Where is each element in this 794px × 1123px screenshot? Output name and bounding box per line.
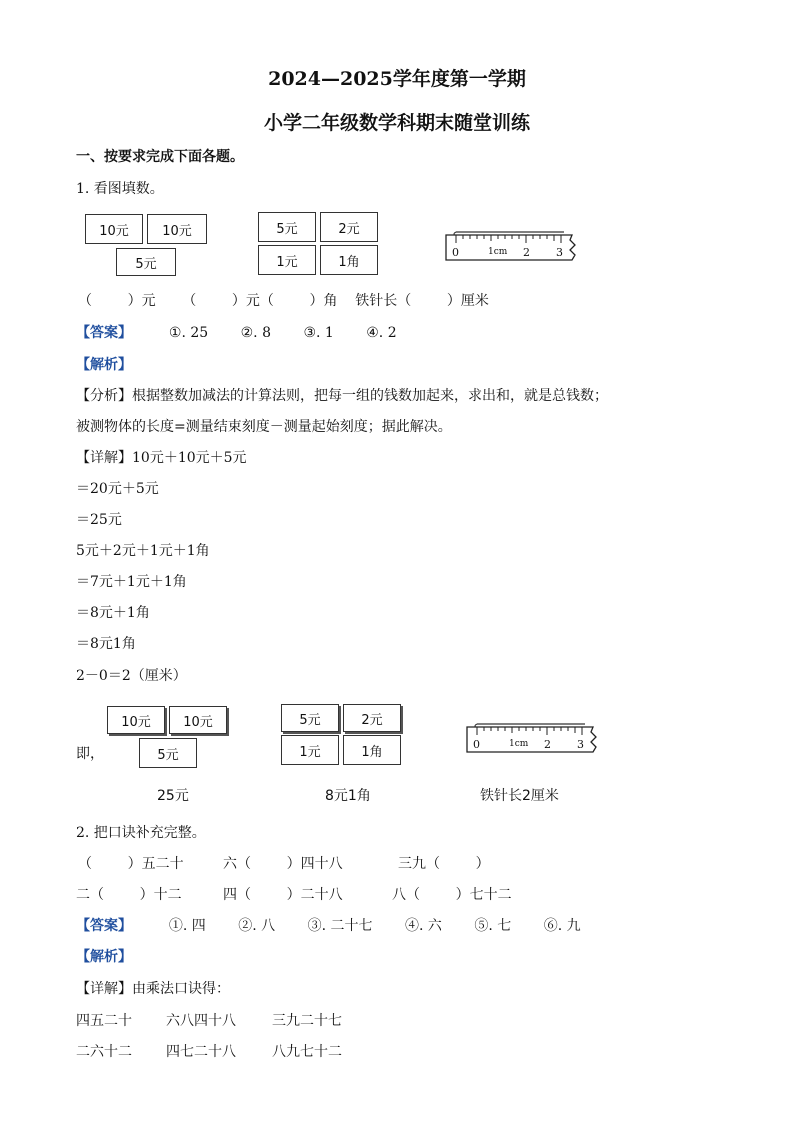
rhyme-blank: 八（ ）七十二 bbox=[392, 887, 512, 903]
answer-row bbox=[76, 324, 425, 342]
money-note-10yuan-a: 10元 bbox=[85, 214, 143, 244]
page-title: 2024—2025学年度第一学期 bbox=[268, 68, 526, 90]
section-heading: 一、按要求完成下面各题。 bbox=[76, 149, 244, 165]
ruler-tick-3: 3 bbox=[577, 738, 584, 751]
analysis-tag: 【解析】 bbox=[76, 949, 132, 965]
question-1-blanks: （ ）元 （ ）元（ ）角 铁针长（ ）厘米 bbox=[78, 293, 489, 309]
money-note-1yuan: 1元 bbox=[281, 735, 339, 765]
analysis-paragraph-2: 被测物体的长度=测量结束刻度－测量起始刻度；据此解决。 bbox=[76, 419, 452, 435]
money-note-5yuan: 5元 bbox=[258, 212, 316, 242]
money-note-5yuan: 5元 bbox=[281, 704, 339, 732]
ruler-tick-1cm: 1cm bbox=[509, 739, 529, 749]
answer-2: ②. 8 bbox=[240, 325, 271, 341]
money-note-10yuan-a: 10元 bbox=[107, 706, 165, 734]
money-note-5yuan: 5元 bbox=[116, 248, 176, 276]
detail-line: ＝25元 bbox=[76, 512, 122, 528]
detail-head: 【详解】由乘法口诀得： bbox=[76, 981, 230, 997]
money-note-10yuan-b: 10元 bbox=[147, 214, 207, 244]
ruler-tick-2: 2 bbox=[544, 738, 551, 751]
question-2-label: 2. 把口诀补充完整。 bbox=[76, 825, 206, 841]
ruler-tick-0: 0 bbox=[473, 738, 480, 751]
rhyme-result: 二六十二 bbox=[76, 1044, 132, 1060]
detail-line: ＝8元1角 bbox=[76, 636, 136, 652]
detail-line: ＝8元＋1角 bbox=[76, 605, 150, 621]
detail-line: 【详解】10元＋10元＋5元 bbox=[76, 450, 247, 466]
page-subtitle: 小学二年级数学科期末随堂训练 bbox=[263, 112, 530, 134]
rhyme-result: 八九七十二 bbox=[272, 1044, 342, 1060]
result-label-1: 25元 bbox=[157, 788, 189, 804]
ji-label: 即， bbox=[76, 746, 104, 762]
money-note-5yuan: 5元 bbox=[139, 738, 197, 768]
answer-tag: 【答案】 bbox=[76, 918, 132, 934]
answer-3: ③. 1 bbox=[303, 325, 334, 341]
answer-4: ④. 六 bbox=[404, 918, 442, 934]
money-note-1jiao: 1角 bbox=[343, 735, 401, 765]
answer-6: ⑥. 九 bbox=[543, 918, 581, 934]
answer-5: ⑤. 七 bbox=[474, 918, 512, 934]
ruler-tick-0: 0 bbox=[452, 246, 459, 259]
rhyme-blank: 六（ ）四十八 bbox=[223, 856, 343, 872]
detail-line: 5元＋2元＋1元＋1角 bbox=[76, 543, 210, 559]
ruler-tick-2: 2 bbox=[523, 246, 530, 259]
answer-row bbox=[76, 917, 609, 935]
rhyme-blank: （ ）五二十 bbox=[78, 856, 184, 872]
money-note-1jiao: 1角 bbox=[320, 245, 378, 275]
detail-line: ＝20元＋5元 bbox=[76, 481, 159, 497]
money-note-1yuan: 1元 bbox=[258, 245, 316, 275]
answer-1: ①. 四 bbox=[168, 918, 206, 934]
rhyme-blank: 四（ ）二十八 bbox=[223, 887, 343, 903]
answer-tag: 【答案】 bbox=[76, 325, 132, 341]
rhyme-result: 四五二十 bbox=[76, 1013, 132, 1029]
detail-line: 2－0＝2（厘米） bbox=[76, 668, 187, 684]
answer-1: ①. 25 bbox=[168, 325, 209, 341]
money-note-10yuan-b: 10元 bbox=[169, 706, 227, 734]
ruler-tick-3: 3 bbox=[556, 246, 563, 259]
rhyme-result: 四七二十八 bbox=[166, 1044, 236, 1060]
analysis-tag: 【解析】 bbox=[76, 357, 132, 373]
analysis-paragraph-1: 【分析】根据整数加减法的计算法则，把每一组的钱数加起来，求出和，就是总钱数； bbox=[76, 388, 608, 404]
question-1-label: 1. 看图填数。 bbox=[76, 181, 164, 197]
answer-2: ②. 八 bbox=[238, 918, 276, 934]
money-note-2yuan: 2元 bbox=[320, 212, 378, 242]
answer-3: ③. 二十七 bbox=[307, 918, 373, 934]
rhyme-blank: 三九（ ） bbox=[398, 856, 490, 872]
money-note-2yuan: 2元 bbox=[343, 704, 401, 732]
detail-line: ＝7元＋1元＋1角 bbox=[76, 574, 187, 590]
ruler-figure bbox=[444, 226, 578, 264]
answer-4: ④. 2 bbox=[366, 325, 397, 341]
rhyme-blank: 二（ ）十二 bbox=[76, 887, 182, 903]
rhyme-result: 三九二十七 bbox=[272, 1013, 342, 1029]
rhyme-result: 六八四十八 bbox=[166, 1013, 236, 1029]
ruler-figure-solution bbox=[465, 718, 599, 756]
result-label-2: 8元1角 bbox=[325, 788, 371, 804]
result-label-3: 铁针长2厘米 bbox=[480, 788, 559, 804]
ruler-tick-1cm: 1cm bbox=[488, 247, 508, 257]
